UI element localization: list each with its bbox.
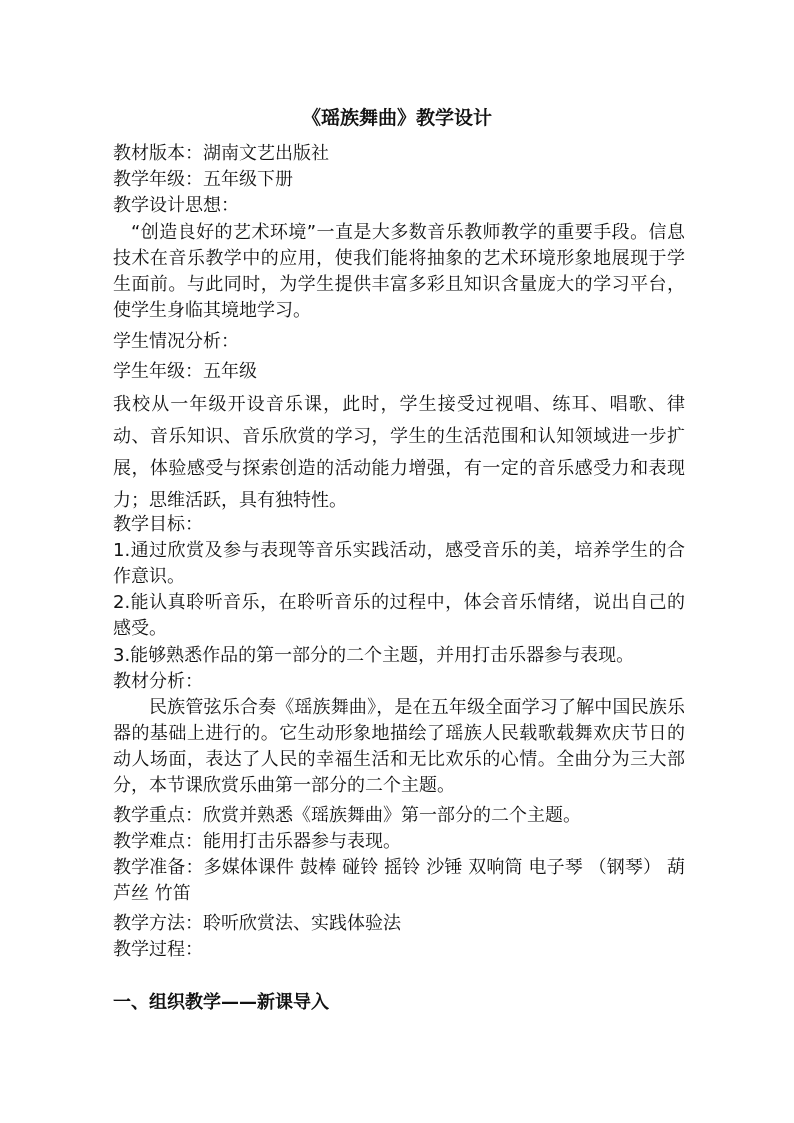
objective-item-3: 3.能够熟悉作品的第一部分的二个主题，并用打击乐器参与表现。: [113, 645, 635, 666]
methods-line: 教学方法：聆听欣赏法、实践体验法: [113, 913, 401, 934]
preparation-line: 教学准备：多媒体课件 鼓棒 碰铃 摇铃 沙锤 双响筒 电子琴 （钢琴） 葫芦丝 竹笛: [113, 857, 685, 904]
material-analysis-paragraph: 民族管弦乐合奏《瑶族舞曲》，是在五年级全面学习了解中国民族乐器的基础上进行的。它生动形象地描绘了瑶族人民载歌载舞欢庆节日的动人场面，表达了人民的幸福生活和无比欢乐的心情。全曲分为三大部分，本节课欣赏乐曲第一部分的二个主题。: [113, 697, 685, 796]
objective-item-1: 1.通过欣赏及参与表现等音乐实践活动，感受音乐的美，培养学生的合作意识。: [113, 540, 685, 587]
key-point-line: 教学重点：欣赏并熟悉《瑶族舞曲》第一部分的二个主题。: [113, 805, 581, 826]
student-grade-line: 学生年级：五年级: [113, 361, 257, 382]
section-1-heading: 一、组织教学——新课导入: [113, 992, 329, 1013]
material-version-line: 教材版本：湖南文艺出版社: [113, 143, 329, 164]
document-title: 《瑶族舞曲》教学设计: [301, 107, 492, 129]
objectives-heading: 教学目标：: [113, 514, 203, 535]
difficult-point-line: 教学难点：能用打击乐器参与表现。: [113, 831, 401, 852]
objective-item-2: 2.能认真聆听音乐，在聆听音乐的过程中，体会音乐情绪，说出自己的感受。: [113, 592, 685, 639]
student-analysis-heading: 学生情况分析：: [113, 331, 239, 352]
process-heading: 教学过程：: [113, 939, 203, 960]
design-idea-paragraph: “创造良好的艺术环境”一直是大多数音乐教师教学的重要手段。信息技术在音乐教学中的应用，使我们能将抽象的艺术环境形象地展现于学生面前。与此同时，为学生提供丰富多彩且知识含量庞大的学习平台，使学生身临其境地学习。: [113, 222, 685, 321]
design-idea-heading: 教学设计思想：: [113, 195, 239, 216]
student-analysis-paragraph: 我校从一年级开设音乐课，此时，学生接受过视唱、练耳、唱歌、律动、音乐知识、音乐欣赏的学习，学生的生活范围和认知领域进一步扩展，体验感受与探索创造的活动能力增强，有一定的音乐感受力和表现力；思维活跃，具有独特性。: [113, 394, 685, 511]
grade-line: 教学年级：五年级下册: [113, 169, 293, 190]
material-analysis-heading: 教材分析：: [113, 671, 203, 692]
